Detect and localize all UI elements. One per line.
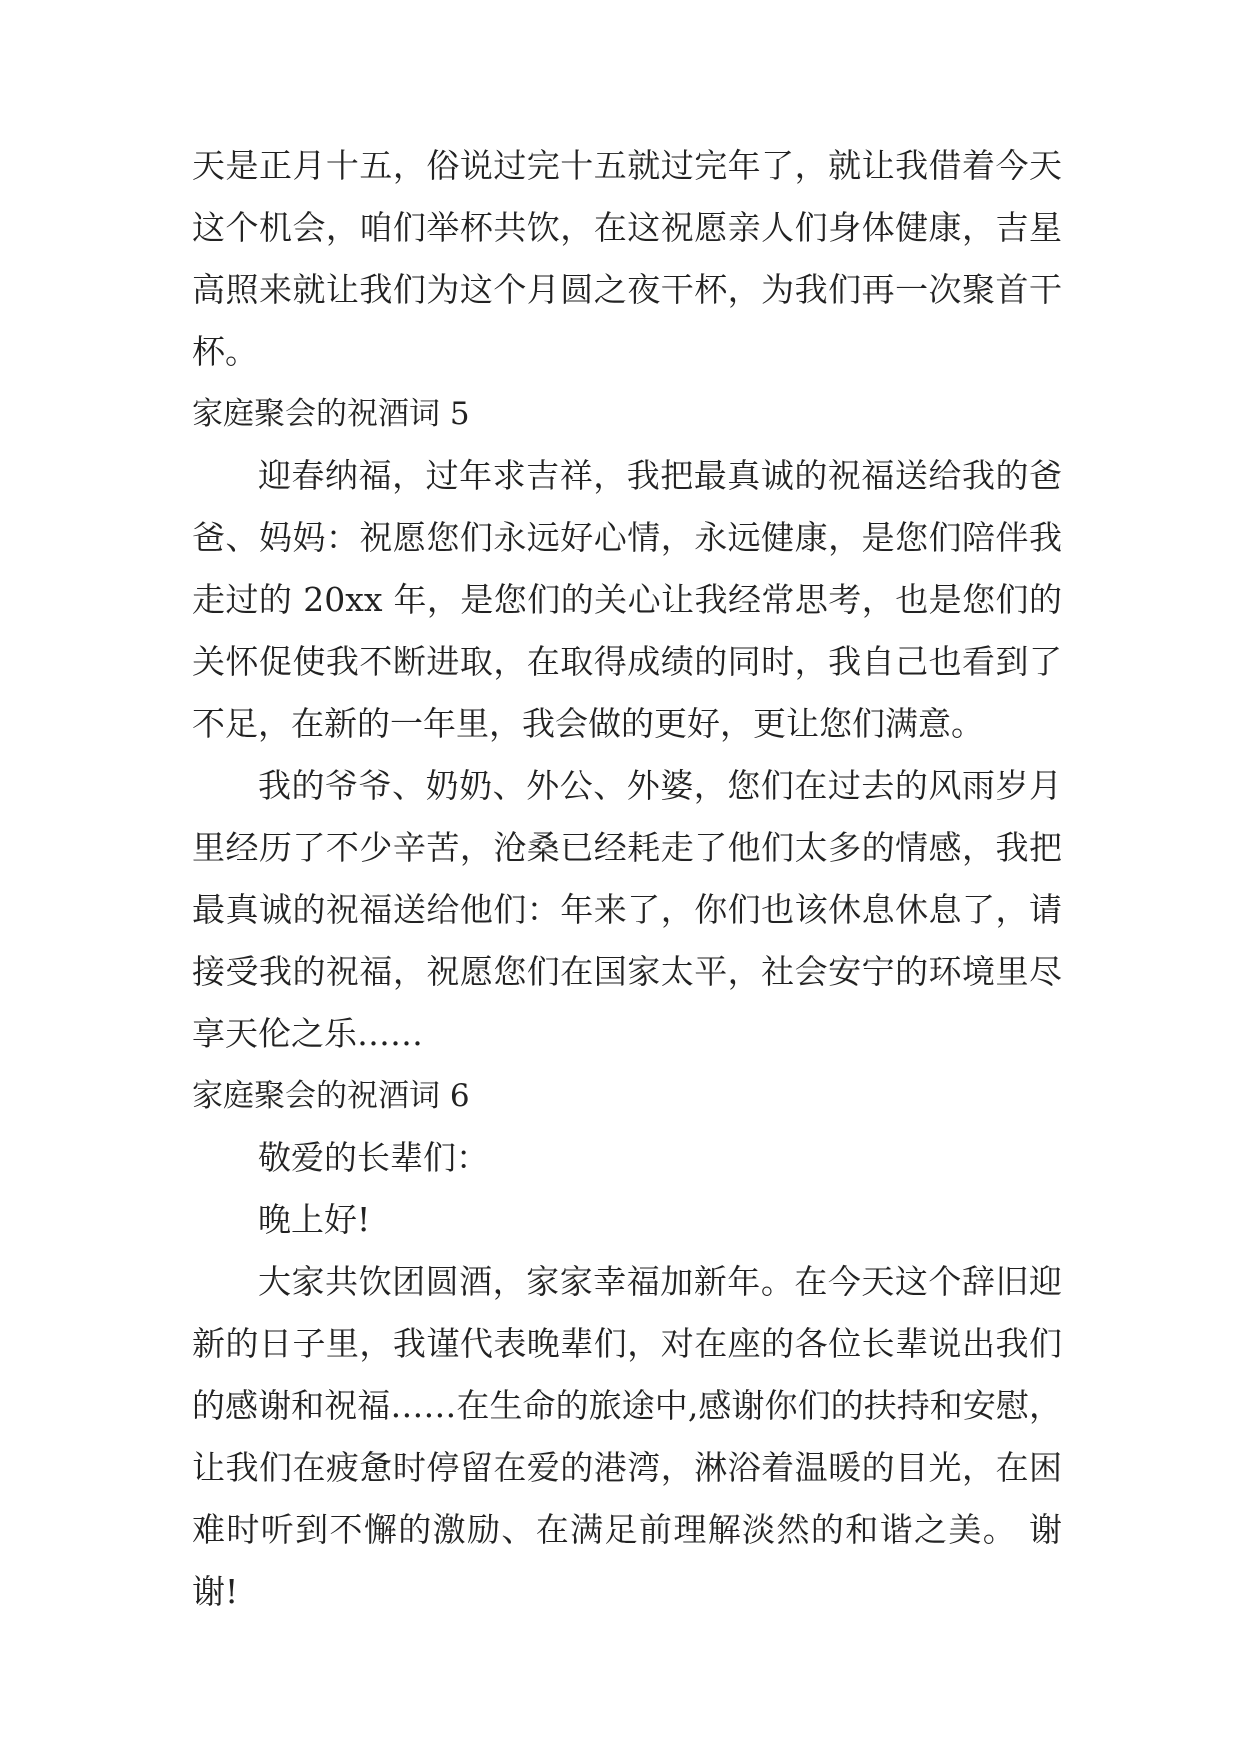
paragraph-line: 爸、妈妈：祝愿您们永远好心情，永远健康，是您们陪伴我 [192,518,1062,557]
paragraph-line: 难时听到不懈的激励、在满足前理解淡然的和谐之美。 谢 [192,1510,1062,1549]
paragraph-line: 我的爷爷、奶奶、外公、外婆，您们在过去的风雨岁月 [258,766,1062,805]
paragraph-line: 迎春纳福，过年求吉祥，我把最真诚的祝福送给我的爸 [258,456,1062,495]
paragraph-line: 里经历了不少辛苦，沧桑已经耗走了他们太多的情感，我把 [192,828,1062,867]
paragraph-line: 让我们在疲惫时停留在爱的港湾，淋浴着温暖的目光，在困 [192,1448,1062,1487]
paragraph-line: 高照来就让我们为这个月圆之夜干杯，为我们再一次聚首干 [192,270,1062,309]
paragraph-line: 新的日子里，我谨代表晚辈们，对在座的各位长辈说出我们 [192,1324,1062,1363]
section-heading: 家庭聚会的祝酒词 5 [192,396,470,432]
paragraph-line: 大家共饮团圆酒，家家幸福加新年。在今天这个辞旧迎 [258,1262,1062,1301]
greeting: 晚上好! [258,1200,371,1239]
paragraph-line: 的感谢和祝福……在生命的旅途中,感谢你们的扶持和安慰， [192,1386,1062,1425]
paragraph-line: 接受我的祝福，祝愿您们在国家太平，社会安宁的环境里尽 [192,952,1062,991]
paragraph-line: 谢! [192,1572,239,1611]
paragraph-line: 杯。 [192,332,258,371]
paragraph-line: 不足，在新的一年里，我会做的更好，更让您们满意。 [192,704,984,743]
paragraph-line: 走过的 20xx 年，是您们的关心让我经常思考，也是您们的 [192,580,1062,619]
paragraph-line: 天是正月十五，俗说过完十五就过完年了，就让我借着今天 [192,146,1062,185]
section-heading: 家庭聚会的祝酒词 6 [192,1078,470,1114]
paragraph-line: 最真诚的祝福送给他们：年来了，你们也该休息休息了，请 [192,890,1062,929]
salutation: 敬爱的长辈们： [258,1138,489,1177]
paragraph-line: 享天伦之乐…… [192,1014,423,1053]
paragraph-line: 关怀促使我不断进取，在取得成绩的同时，我自己也看到了 [192,642,1062,681]
paragraph-line: 这个机会，咱们举杯共饮，在这祝愿亲人们身体健康，吉星 [192,208,1062,247]
